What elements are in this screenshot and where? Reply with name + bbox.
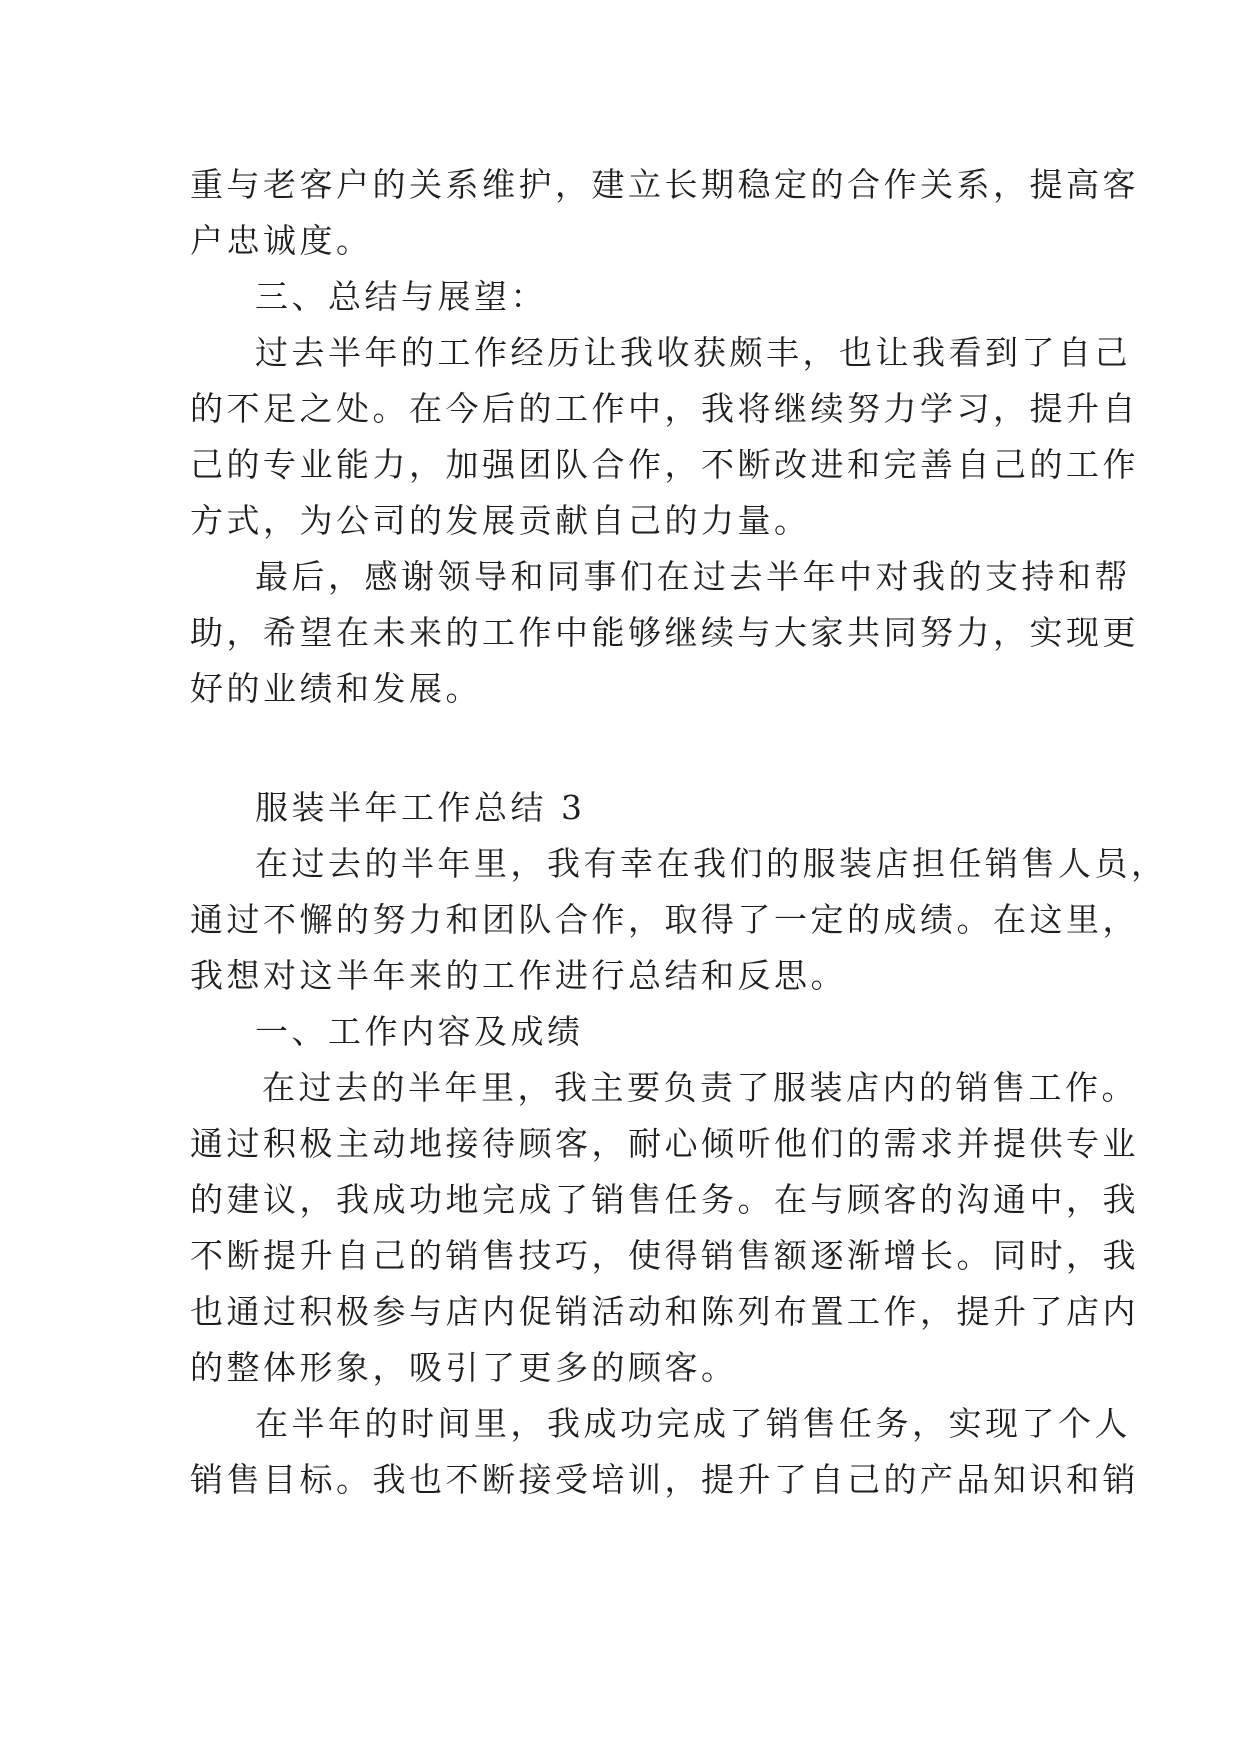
body-text-line: 的建议，我成功地完成了销售任务。在与顾客的沟通中，我	[190, 1180, 1139, 1219]
paragraph-first-line: 过去半年的工作经历让我收获颇丰，也让我看到了自己	[255, 333, 1131, 372]
body-text-line: 的整体形象，吸引了更多的顾客。	[190, 1348, 738, 1387]
paragraph-first-line: 在半年的时间里，我成功完成了销售任务，实现了个人	[255, 1404, 1131, 1443]
body-text-line: 的不足之处。在今后的工作中，我将继续努力学习，提升自	[190, 389, 1139, 428]
body-text-line: 户忠诚度。	[190, 221, 373, 260]
document-title: 服装半年工作总结 3	[255, 788, 586, 827]
body-text-line: 己的专业能力，加强团队合作，不断改进和完善自己的工作	[190, 445, 1139, 484]
body-text-line: 重与老客户的关系维护，建立长期稳定的合作关系，提高客	[190, 165, 1139, 204]
paragraph-first-line: 在过去的半年里，我主要负责了服装店内的销售工作。	[262, 1068, 1138, 1107]
body-text-line: 通过不懈的努力和团队合作，取得了一定的成绩。在这里，	[190, 900, 1139, 939]
body-text-line: 助，希望在未来的工作中能够继续与大家共同努力，实现更	[190, 613, 1139, 652]
body-text-line: 销售目标。我也不断接受培训，提升了自己的产品知识和销	[190, 1460, 1139, 1499]
body-text-line: 好的业绩和发展。	[190, 669, 482, 708]
body-text-line: 方式，为公司的发展贡献自己的力量。	[190, 501, 811, 540]
paragraph-first-line: 在过去的半年里，我有幸在我们的服装店担任销售人员，	[255, 844, 1168, 883]
body-text-line: 不断提升自己的销售技巧，使得销售额逐渐增长。同时，我	[190, 1236, 1139, 1275]
body-text-line: 通过积极主动地接待顾客，耐心倾听他们的需求并提供专业	[190, 1124, 1139, 1163]
body-text-line: 我想对这半年来的工作进行总结和反思。	[190, 956, 847, 995]
section-heading: 一、工作内容及成绩	[255, 1012, 584, 1051]
body-text-line: 也通过积极参与店内促销活动和陈列布置工作，提升了店内	[190, 1292, 1139, 1331]
paragraph-first-line: 最后，感谢领导和同事们在过去半年中对我的支持和帮	[255, 557, 1131, 596]
section-heading: 三、总结与展望：	[255, 277, 547, 316]
